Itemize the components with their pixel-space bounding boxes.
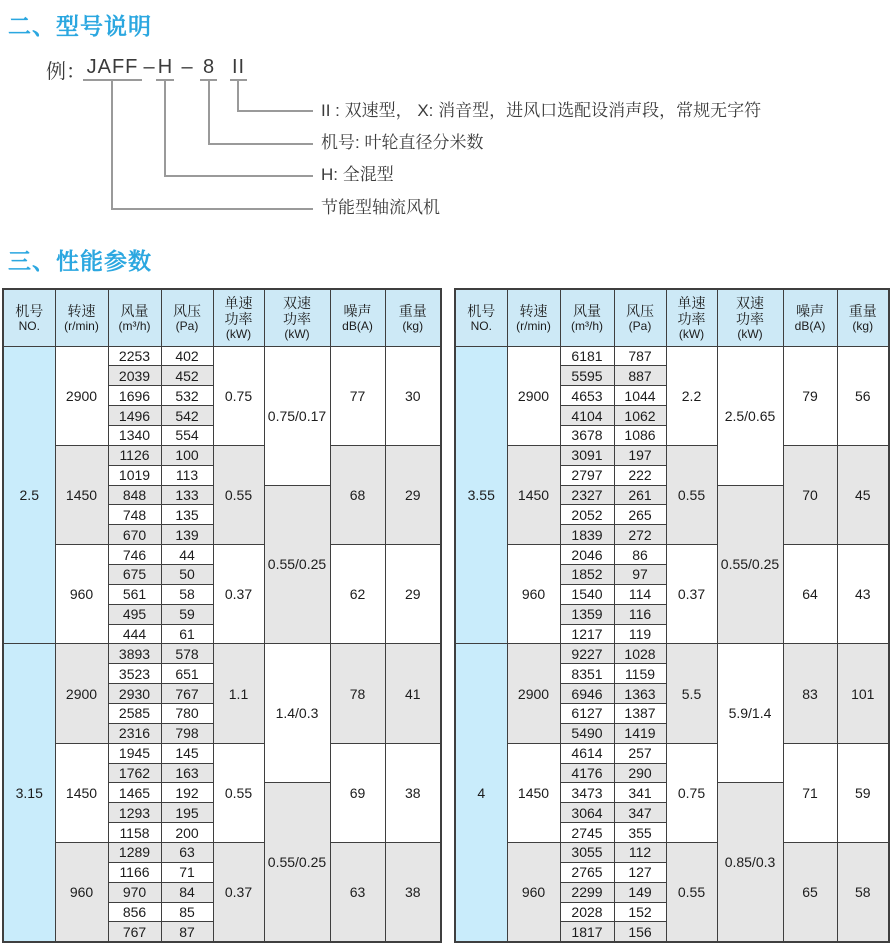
cell-pressure: 532 — [161, 386, 213, 406]
cell-pressure: 97 — [614, 564, 666, 584]
cell-flow: 2930 — [108, 684, 161, 704]
cell-flow: 3055 — [560, 842, 614, 862]
cell-flow: 6946 — [560, 684, 614, 704]
callout-line-size — [208, 81, 210, 145]
cell-flow: 2052 — [560, 505, 614, 525]
cell-flow: 4653 — [560, 386, 614, 406]
cell-pressure: 1159 — [614, 664, 666, 684]
cell-rpm: 960 — [55, 545, 108, 644]
cell-pressure: 100 — [161, 445, 213, 465]
col-header-model-no: 机号 NO. — [3, 289, 55, 346]
cell-pressure: 197 — [614, 445, 666, 465]
cell-flow: 1696 — [108, 386, 161, 406]
cell-flow: 5595 — [560, 366, 614, 386]
cell-rpm: 2900 — [507, 346, 560, 445]
cell-model-no: 3.55 — [455, 346, 507, 644]
cell-single-kw: 0.37 — [213, 842, 264, 941]
callout-size-number: 机号: 叶轮直径分米数 — [321, 133, 484, 152]
cell-flow: 1158 — [108, 823, 161, 843]
table-row — [455, 842, 889, 862]
cell-flow: 2316 — [108, 723, 161, 743]
cell-model-no: 2.5 — [3, 346, 55, 644]
callout-line-brand — [111, 208, 313, 210]
cell-pressure: 1363 — [614, 684, 666, 704]
cell-weight: 59 — [837, 743, 889, 842]
cell-flow: 1945 — [108, 743, 161, 763]
cell-pressure: 341 — [614, 783, 666, 803]
cell-flow: 3473 — [560, 783, 614, 803]
cell-rpm: 2900 — [507, 644, 560, 743]
cell-rpm: 2900 — [55, 644, 108, 743]
cell-flow: 1126 — [108, 445, 161, 465]
cell-noise: 79 — [783, 346, 837, 445]
cell-flow: 670 — [108, 525, 161, 545]
table-row — [455, 445, 889, 465]
col-header-flow: 风量 (m³/h) — [108, 289, 161, 346]
table-row — [3, 346, 441, 366]
cell-flow: 1293 — [108, 803, 161, 823]
cell-noise: 69 — [330, 743, 385, 842]
cell-pressure: 63 — [161, 842, 213, 862]
table-row — [3, 445, 441, 465]
cell-single-kw: 0.37 — [213, 545, 264, 644]
cell-pressure: 163 — [161, 763, 213, 783]
cell-pressure: 1419 — [614, 723, 666, 743]
callout-line-size — [208, 143, 313, 145]
cell-flow: 3064 — [560, 803, 614, 823]
cell-pressure: 1062 — [614, 406, 666, 426]
cell-flow: 970 — [108, 882, 161, 902]
cell-pressure: 58 — [161, 584, 213, 604]
cell-flow: 6127 — [560, 703, 614, 723]
cell-pressure: 114 — [614, 584, 666, 604]
col-header-dual-kw: 双速 功率 (kW) — [717, 289, 783, 346]
cell-flow: 4614 — [560, 743, 614, 763]
cell-noise: 68 — [330, 445, 385, 544]
cell-model-no: 4 — [455, 644, 507, 942]
cell-flow: 2765 — [560, 862, 614, 882]
cell-pressure: 87 — [161, 922, 213, 942]
cell-flow: 1496 — [108, 406, 161, 426]
callout-line-type — [164, 175, 313, 177]
cell-noise: 78 — [330, 644, 385, 743]
cell-pressure: 112 — [614, 842, 666, 862]
table-row — [3, 644, 441, 664]
cell-pressure: 1028 — [614, 644, 666, 664]
cell-single-kw: 0.55 — [213, 743, 264, 842]
cell-pressure: 265 — [614, 505, 666, 525]
cell-flow: 2327 — [560, 485, 614, 505]
cell-flow: 2797 — [560, 465, 614, 485]
cell-pressure: 71 — [161, 862, 213, 882]
cell-pressure: 1387 — [614, 703, 666, 723]
cell-pressure: 1044 — [614, 386, 666, 406]
cell-rpm: 2900 — [55, 346, 108, 445]
col-header-weight: 重量 (kg) — [385, 289, 441, 346]
cell-flow: 3091 — [560, 445, 614, 465]
cell-dual-kw: 5.9/1.4 — [717, 644, 783, 783]
cell-noise: 64 — [783, 545, 837, 644]
cell-pressure: 355 — [614, 823, 666, 843]
cell-flow: 1852 — [560, 564, 614, 584]
cell-flow: 2253 — [108, 346, 161, 366]
cell-pressure: 113 — [161, 465, 213, 485]
cell-rpm: 960 — [507, 842, 560, 941]
cell-weight: 45 — [837, 445, 889, 544]
cell-flow: 3678 — [560, 425, 614, 445]
cell-weight: 38 — [385, 743, 441, 842]
cell-pressure: 44 — [161, 545, 213, 565]
cell-pressure: 152 — [614, 902, 666, 922]
cell-dual-kw: 0.55/0.25 — [717, 485, 783, 644]
table-row — [455, 545, 889, 565]
cell-weight: 30 — [385, 346, 441, 445]
cell-dual-kw: 0.55/0.25 — [264, 783, 330, 942]
cell-single-kw: 2.2 — [666, 346, 717, 445]
cell-dual-kw: 0.85/0.3 — [717, 783, 783, 942]
cell-pressure: 86 — [614, 545, 666, 565]
cell-flow: 2299 — [560, 882, 614, 902]
cell-flow: 1839 — [560, 525, 614, 545]
cell-pressure: 133 — [161, 485, 213, 505]
cell-weight: 43 — [837, 545, 889, 644]
cell-single-kw: 5.5 — [666, 644, 717, 743]
cell-single-kw: 0.55 — [213, 445, 264, 544]
cell-pressure: 59 — [161, 604, 213, 624]
cell-flow: 746 — [108, 545, 161, 565]
cell-flow: 1340 — [108, 425, 161, 445]
cell-weight: 38 — [385, 842, 441, 941]
cell-flow: 495 — [108, 604, 161, 624]
cell-flow: 1465 — [108, 783, 161, 803]
col-header-noise: 噪声 dB(A) — [783, 289, 837, 346]
cell-pressure: 452 — [161, 366, 213, 386]
example-dash: – — [143, 56, 155, 78]
cell-pressure: 85 — [161, 902, 213, 922]
cell-noise: 77 — [330, 346, 385, 445]
cell-flow: 2028 — [560, 902, 614, 922]
cell-flow: 1817 — [560, 922, 614, 942]
cell-rpm: 960 — [507, 545, 560, 644]
example-dash: – — [181, 56, 193, 78]
callout-line-speed — [237, 81, 239, 112]
col-header-pressure: 风压 (Pa) — [161, 289, 213, 346]
model-section-title: 二、型号说明 — [8, 13, 152, 39]
cell-pressure: 787 — [614, 346, 666, 366]
example-brand-code: JAFF — [83, 55, 142, 81]
col-header-single-kw: 单速 功率 (kW) — [666, 289, 717, 346]
cell-pressure: 192 — [161, 783, 213, 803]
cell-pressure: 261 — [614, 485, 666, 505]
example-type-code: H — [156, 55, 174, 81]
cell-noise: 83 — [783, 644, 837, 743]
cell-flow: 3523 — [108, 664, 161, 684]
performance-table-right-wrap — [454, 288, 890, 943]
cell-pressure: 145 — [161, 743, 213, 763]
cell-rpm: 1450 — [507, 743, 560, 842]
table-row — [455, 743, 889, 763]
cell-flow: 561 — [108, 584, 161, 604]
cell-flow: 3893 — [108, 644, 161, 664]
col-header-rpm: 转速 (r/min) — [55, 289, 108, 346]
cell-weight: 29 — [385, 545, 441, 644]
cell-noise: 62 — [330, 545, 385, 644]
cell-noise: 63 — [330, 842, 385, 941]
cell-pressure: 127 — [614, 862, 666, 882]
table-row — [455, 644, 889, 664]
table-row — [455, 346, 889, 366]
table-row — [3, 545, 441, 565]
col-header-rpm: 转速 (r/min) — [507, 289, 560, 346]
callout-speed-type: II : 双速型， X: 消音型，进风口选配设消声段，常规无字符 — [321, 101, 762, 120]
cell-noise: 65 — [783, 842, 837, 941]
cell-rpm: 960 — [55, 842, 108, 941]
cell-noise: 70 — [783, 445, 837, 544]
table-row — [3, 842, 441, 862]
cell-rpm: 1450 — [55, 743, 108, 842]
cell-flow: 2046 — [560, 545, 614, 565]
cell-pressure: 290 — [614, 763, 666, 783]
col-header-dual-kw: 双速 功率 (kW) — [264, 289, 330, 346]
cell-flow: 675 — [108, 564, 161, 584]
cell-noise: 71 — [783, 743, 837, 842]
cell-flow: 848 — [108, 485, 161, 505]
cell-weight: 41 — [385, 644, 441, 743]
cell-flow: 2745 — [560, 823, 614, 843]
cell-single-kw: 0.37 — [666, 545, 717, 644]
cell-flow: 4176 — [560, 763, 614, 783]
cell-flow: 1019 — [108, 465, 161, 485]
col-header-model-no: 机号 NO. — [455, 289, 507, 346]
example-size-code: 8 — [200, 55, 217, 81]
cell-flow: 9227 — [560, 644, 614, 664]
cell-pressure: 767 — [161, 684, 213, 704]
cell-flow: 748 — [108, 505, 161, 525]
cell-weight: 58 — [837, 842, 889, 941]
col-header-pressure: 风压 (Pa) — [614, 289, 666, 346]
cell-pressure: 195 — [161, 803, 213, 823]
example-speed-code: II — [230, 55, 247, 81]
header-row — [3, 289, 441, 346]
cell-flow: 2585 — [108, 703, 161, 723]
cell-flow: 8351 — [560, 664, 614, 684]
cell-pressure: 578 — [161, 644, 213, 664]
cell-single-kw: 1.1 — [213, 644, 264, 743]
cell-pressure: 780 — [161, 703, 213, 723]
header-row — [455, 289, 889, 346]
col-header-weight: 重量 (kg) — [837, 289, 889, 346]
table-row — [3, 743, 441, 763]
cell-single-kw: 0.55 — [666, 445, 717, 544]
cell-dual-kw: 2.5/0.65 — [717, 346, 783, 485]
cell-pressure: 84 — [161, 882, 213, 902]
cell-pressure: 651 — [161, 664, 213, 684]
cell-pressure: 272 — [614, 525, 666, 545]
cell-single-kw: 0.55 — [666, 842, 717, 941]
cell-flow: 6181 — [560, 346, 614, 366]
cell-flow: 856 — [108, 902, 161, 922]
col-header-noise: 噪声 dB(A) — [330, 289, 385, 346]
cell-pressure: 116 — [614, 604, 666, 624]
cell-flow: 2039 — [108, 366, 161, 386]
cell-flow: 1540 — [560, 584, 614, 604]
cell-dual-kw: 1.4/0.3 — [264, 644, 330, 783]
cell-pressure: 156 — [614, 922, 666, 942]
cell-flow: 444 — [108, 624, 161, 644]
cell-flow: 767 — [108, 922, 161, 942]
cell-pressure: 149 — [614, 882, 666, 902]
cell-flow: 1359 — [560, 604, 614, 624]
cell-flow: 5490 — [560, 723, 614, 743]
cell-pressure: 119 — [614, 624, 666, 644]
cell-rpm: 1450 — [55, 445, 108, 544]
callout-mix-type: H: 全混型 — [321, 165, 394, 184]
cell-flow: 1217 — [560, 624, 614, 644]
cell-pressure: 257 — [614, 743, 666, 763]
performance-table-right — [454, 288, 890, 943]
cell-pressure: 139 — [161, 525, 213, 545]
callout-line-type — [164, 81, 166, 177]
cell-pressure: 887 — [614, 366, 666, 386]
cell-pressure: 1086 — [614, 425, 666, 445]
cell-dual-kw: 0.75/0.17 — [264, 346, 330, 485]
performance-table-left — [2, 288, 442, 943]
cell-pressure: 61 — [161, 624, 213, 644]
cell-flow: 4104 — [560, 406, 614, 426]
performance-section-title: 三、性能参数 — [8, 248, 152, 274]
cell-weight: 56 — [837, 346, 889, 445]
callout-line-brand — [111, 81, 113, 210]
cell-pressure: 135 — [161, 505, 213, 525]
cell-pressure: 200 — [161, 823, 213, 843]
performance-table-left-wrap — [2, 288, 442, 943]
cell-weight: 29 — [385, 445, 441, 544]
col-header-single-kw: 单速 功率 (kW) — [213, 289, 264, 346]
cell-flow: 1166 — [108, 862, 161, 882]
cell-pressure: 798 — [161, 723, 213, 743]
example-prefix: 例： — [46, 61, 86, 83]
cell-flow: 1762 — [108, 763, 161, 783]
cell-pressure: 554 — [161, 425, 213, 445]
cell-single-kw: 0.75 — [666, 743, 717, 842]
cell-rpm: 1450 — [507, 445, 560, 544]
cell-pressure: 50 — [161, 564, 213, 584]
callout-line-speed — [237, 110, 313, 112]
callout-fan-series: 节能型轴流风机 — [321, 198, 440, 217]
cell-pressure: 347 — [614, 803, 666, 823]
cell-model-no: 3.15 — [3, 644, 55, 942]
cell-dual-kw: 0.55/0.25 — [264, 485, 330, 644]
col-header-flow: 风量 (m³/h) — [560, 289, 614, 346]
cell-pressure: 542 — [161, 406, 213, 426]
cell-flow: 1289 — [108, 842, 161, 862]
cell-single-kw: 0.75 — [213, 346, 264, 445]
cell-pressure: 222 — [614, 465, 666, 485]
cell-weight: 101 — [837, 644, 889, 743]
cell-pressure: 402 — [161, 346, 213, 366]
